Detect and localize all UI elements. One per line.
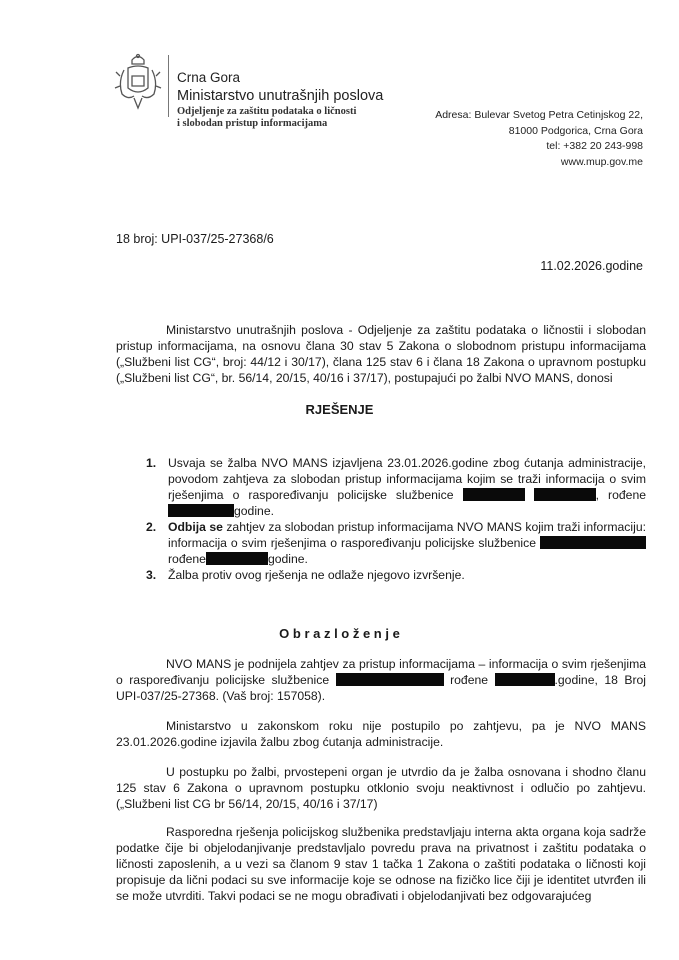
redaction-block	[206, 552, 268, 565]
decision-list	[146, 455, 646, 583]
redaction-block	[495, 673, 555, 686]
reasoning-paragraph-4: Rasporedna rješenja policijskog službenika predstavljaju interna akta organa koja sadrže podatke čije bi objelodanjivanje predstavljalo povredu prava na privatnost i zaštitu podataka o ličnosti zaposlenih, a u vezi sa članom 9 stav 1 tačka 1 Zakona o zaštiti podataka o ličnosti koji propisuje da lični podaci su sve informacije koje se odnose na fizičko lice čiji je identitet utvrđen ili se može utvrditi. Takvi podaci se ne mogu obrađivati i objelodanjivati bez odgovarajućeg	[116, 825, 646, 903]
reasoning-paragraph-3: U postupku po žalbi, prvostepeni organ je utvrdio da je žalba osnovana i shodno članu 125 stav 6 Zakona o upravnom postupku otklonio svoju neaktivnost i odlučio po zahtjevu. („Službeni list CG br 56/14, 20/15, 40/16 i 37/17)	[116, 765, 646, 811]
department-line-1: Odjeljenje za zaštitu podataka o ličnosti	[177, 106, 357, 117]
ministry-name: Ministarstvo unutrašnjih poslova	[177, 88, 384, 104]
redaction-block	[534, 488, 596, 501]
phone: tel: +382 20 243-998	[546, 140, 643, 152]
department-line-2: i slobodan pristup informacijama	[177, 118, 328, 129]
address-line-2: 81000 Podgorica, Crna Gora	[508, 124, 643, 137]
decision-item: 2. Odbija se zahtjev za slobodan pristup informacijama NVO MANS kojim traži informaciju: informacija o svim rješenjima o raspoređivanju policijske službenice rođene godine.	[146, 520, 646, 566]
reasoning-title: O b r a z l o ž e n j e	[279, 626, 400, 641]
address-block	[435, 108, 643, 170]
reasoning-paragraph-2: Ministarstvo u zakonskom roku nije postupilo po zahtjevu, pa je NVO MANS 23.01.2026.godine izjavila žalbu zbog ćutanja administracije.	[116, 719, 646, 749]
department-name	[177, 106, 356, 130]
intro-paragraph: Ministarstvo unutrašnjih poslova - Odjeljenje za zaštitu podataka o ličnostii i slobodan pristup informacijama, na osnovu člana 30 stav 5 Zakona o slobodnom pristupu informacijama („Službeni list CG“, broj: 44/12 i 30/17), člana 125 stav 6 i člana 18 Zakona o upravnom postupku („Službeni list CG“, br. 56/14, 20/15, 40/16 i 37/17), postupajući po žalbi NVO MANS, donosi	[116, 323, 646, 385]
document-date: 11.02.2026.godine	[540, 259, 643, 273]
redaction-block	[336, 673, 444, 686]
montenegro-coat-of-arms-icon	[114, 52, 162, 114]
address-line-1: Adresa: Bulevar Svetog Petra Cetinjskog 22,	[435, 109, 643, 121]
redaction-block	[168, 504, 234, 517]
website-link[interactable]: www.mup.gov.me	[560, 155, 643, 168]
decision-item: 3. Žalba protiv ovog rješenja ne odlaže njegovo izvršenje.	[146, 568, 465, 582]
decision-title: RJEŠENJE	[305, 402, 374, 417]
decision-item: 1. Usvaja se žalba NVO MANS izjavljena 23.01.2026.godine zbog ćutanja administracije, povodom zahtjeva za slobodan pristup informacijama kojim se traži informacija o svim rješenjima o raspoređivanju policijske službenice , rođene godine.	[146, 456, 647, 518]
header-divider	[168, 55, 169, 117]
country-name: Crna Gora	[177, 70, 241, 85]
redaction-block	[463, 488, 525, 501]
reasoning-paragraph-1: NVO MANS je podnijela zahtjev za pristup informacijama – informacija o svim rješenjima o raspoređivanju policijske službenice rođene .godine, 18 Broj UPI-037/25-27368. (Vaš broj: 157058).	[116, 657, 647, 703]
redaction-block	[540, 536, 646, 549]
reference-number: 18 broj: UPI-037/25-27368/6	[116, 232, 274, 246]
